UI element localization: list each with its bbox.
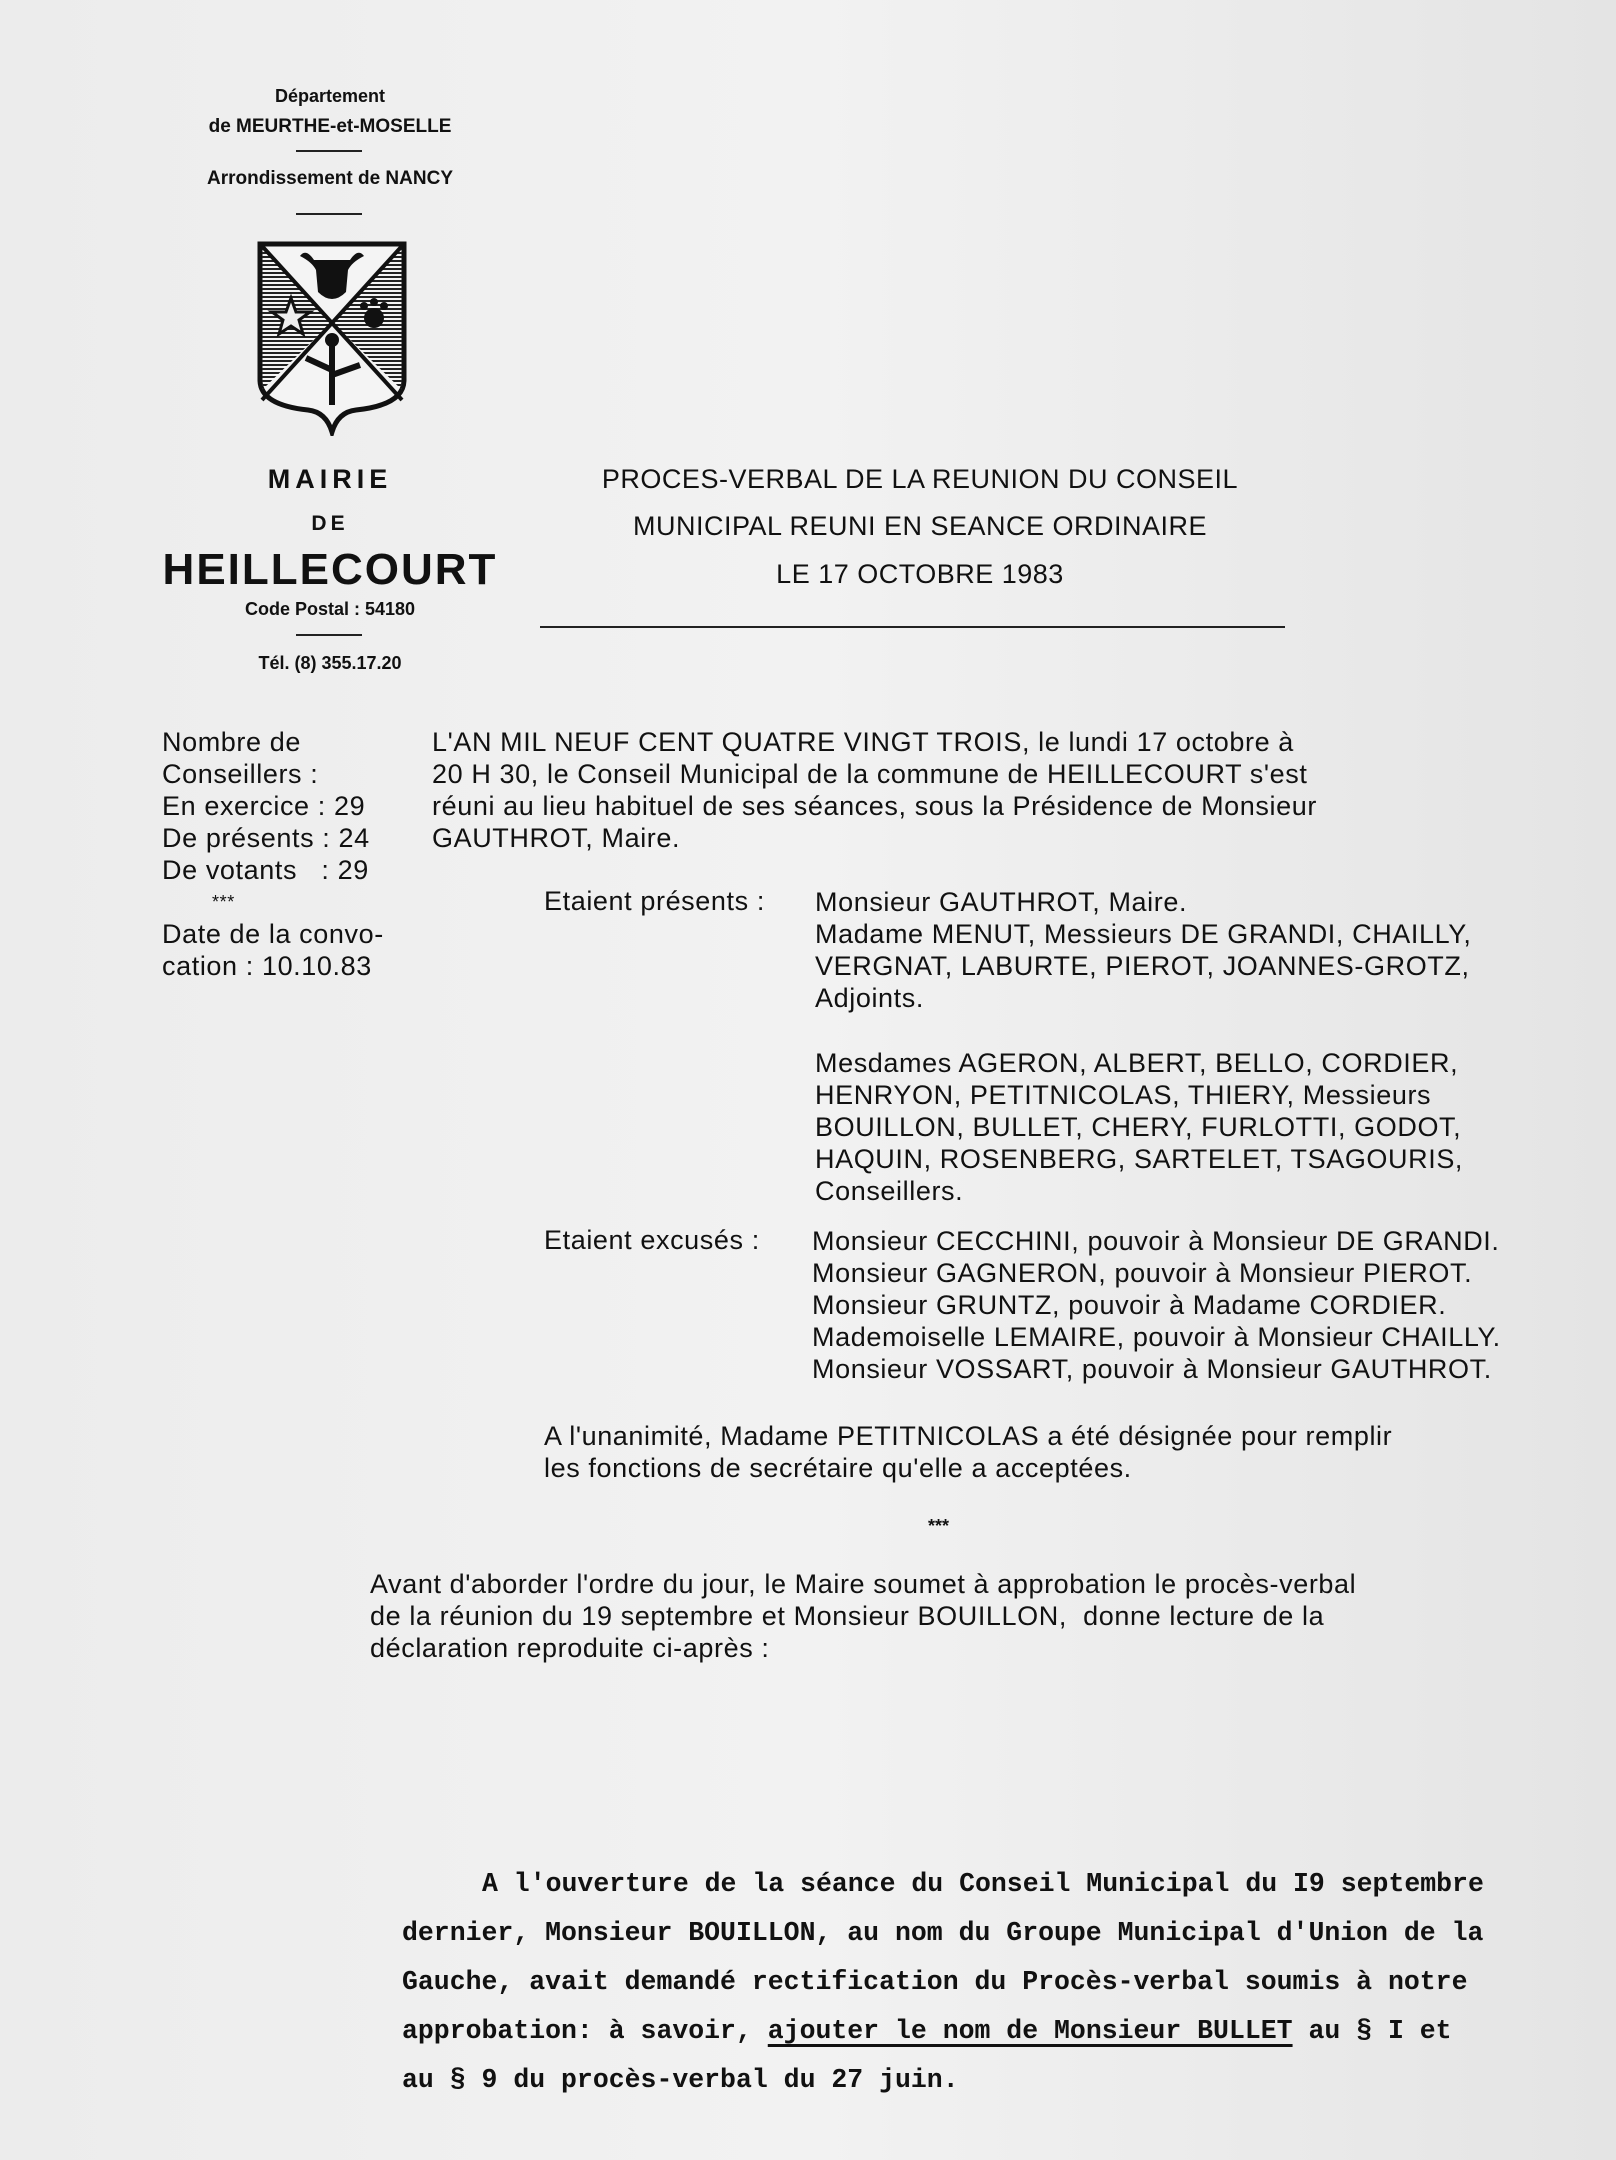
text-line: 20 H 30, le Conseil Municipal de la commune de HEILLECOURT s'est	[432, 759, 1308, 789]
phone: Tél. (8) 355.17.20	[258, 653, 402, 673]
text-line: Madame MENUT, Messieurs DE GRANDI, CHAILLY,	[815, 919, 1472, 949]
text-line: A l'ouverture de la séance du Conseil Municipal du I9 septembre	[482, 1869, 1484, 1899]
stat-line: cation : 10.10.83	[162, 951, 372, 981]
text-line: Mesdames AGERON, ALBERT, BELLO, CORDIER,	[815, 1048, 1459, 1078]
stat-line: Date de la convo-	[162, 919, 384, 949]
divider	[296, 150, 362, 152]
stat-line: Nombre de	[162, 727, 301, 757]
text-line: déclaration reproduite ci-après :	[370, 1633, 770, 1663]
stat-line: De votants : 29	[162, 855, 369, 885]
coat-of-arms-icon	[256, 240, 408, 436]
text-line: Avant d'aborder l'ordre du jour, le Maire soumet à approbation le procès-verbal	[370, 1569, 1357, 1599]
text-line: GAUTHROT, Maire.	[432, 823, 681, 853]
intro-paragraph	[432, 726, 1317, 854]
text-line: Monsieur GAUTHROT, Maire.	[815, 887, 1188, 917]
separator: ***	[928, 1516, 950, 1536]
text-line: VERGNAT, LABURTE, PIEROT, JOANNES-GROTZ,	[815, 951, 1470, 981]
stat-line: De présents : 24	[162, 823, 370, 853]
text-line: les fonctions de secrétaire qu'elle a acceptées.	[544, 1453, 1132, 1483]
separator: ***	[212, 892, 235, 912]
council-stats	[162, 726, 384, 982]
title-line: PROCES-VERBAL DE LA REUNION DU CONSEIL	[601, 464, 1239, 494]
declaration-paragraph	[402, 1860, 1484, 2105]
text-line: BOUILLON, BULLET, CHERY, FURLOTTI, GODOT,	[815, 1112, 1462, 1142]
title-underline	[540, 626, 1285, 628]
text-line: HENRYON, PETITNICOLAS, THIERY, Messieurs	[815, 1080, 1432, 1110]
secretary-paragraph	[544, 1420, 1392, 1484]
de-label: DE	[311, 512, 349, 535]
text-line: Mademoiselle LEMAIRE, pouvoir à Monsieur CHAILLY.	[812, 1322, 1501, 1352]
text-line: Adjoints.	[815, 983, 924, 1013]
mairie-label: MAIRIE	[267, 464, 393, 494]
text-line: dernier, Monsieur BOUILLON, au nom du Groupe Municipal d'Union de la	[402, 1918, 1484, 1948]
text-line: au § 9 du procès-verbal du 27 juin.	[402, 2065, 959, 2095]
approval-paragraph	[370, 1568, 1356, 1664]
department-label: Département	[274, 86, 386, 106]
presents-label: Etaient présents :	[544, 886, 765, 916]
excuses-list	[812, 1225, 1501, 1385]
text-line: Monsieur GRUNTZ, pouvoir à Madame CORDIER.	[812, 1290, 1447, 1320]
excuses-label: Etaient excusés :	[544, 1225, 760, 1255]
text-line: HAQUIN, ROSENBERG, SARTELET, TSAGOURIS,	[815, 1144, 1464, 1174]
text-span: au § I et	[1292, 2016, 1452, 2046]
underlined-text: ajouter le nom de Monsieur BULLET	[767, 2016, 1293, 2046]
text-line: Monsieur CECCHINI, pouvoir à Monsieur DE GRANDI.	[812, 1226, 1500, 1256]
stat-line: En exercice : 29	[162, 791, 366, 821]
text-span: approbation: à savoir,	[402, 2016, 768, 2046]
town-name: HEILLECOURT	[162, 545, 498, 594]
divider	[296, 634, 362, 636]
text-line: Gauche, avait demandé rectification du Procès-verbal soumis à notre	[402, 1967, 1468, 1997]
text-line: Conseillers.	[815, 1176, 964, 1206]
text-line: de la réunion du 19 septembre et Monsieur BOUILLON, donne lecture de la	[370, 1601, 1325, 1631]
text-line: L'AN MIL NEUF CENT QUATRE VINGT TROIS, le lundi 17 octobre à	[432, 727, 1294, 757]
text-line: Monsieur VOSSART, pouvoir à Monsieur GAUTHROT.	[812, 1354, 1492, 1384]
text-line: A l'unanimité, Madame PETITNICOLAS a été désignée pour remplir	[544, 1421, 1393, 1451]
text-line	[402, 2007, 1484, 2056]
arrondissement: Arrondissement de NANCY	[207, 168, 453, 189]
presents-list	[815, 886, 1471, 1207]
stat-line: Conseillers :	[162, 759, 319, 789]
text-line: réuni au lieu habituel de ses séances, sous la Présidence de Monsieur	[432, 791, 1317, 821]
department-name: de MEURTHE-et-MOSELLE	[208, 116, 452, 137]
postal-code: Code Postal : 54180	[244, 599, 416, 619]
divider	[296, 213, 362, 215]
title-line: LE 17 OCTOBRE 1983	[776, 559, 1064, 589]
title-line: MUNICIPAL REUNI EN SEANCE ORDINAIRE	[632, 511, 1208, 541]
text-line: Monsieur GAGNERON, pouvoir à Monsieur PIEROT.	[812, 1258, 1473, 1288]
